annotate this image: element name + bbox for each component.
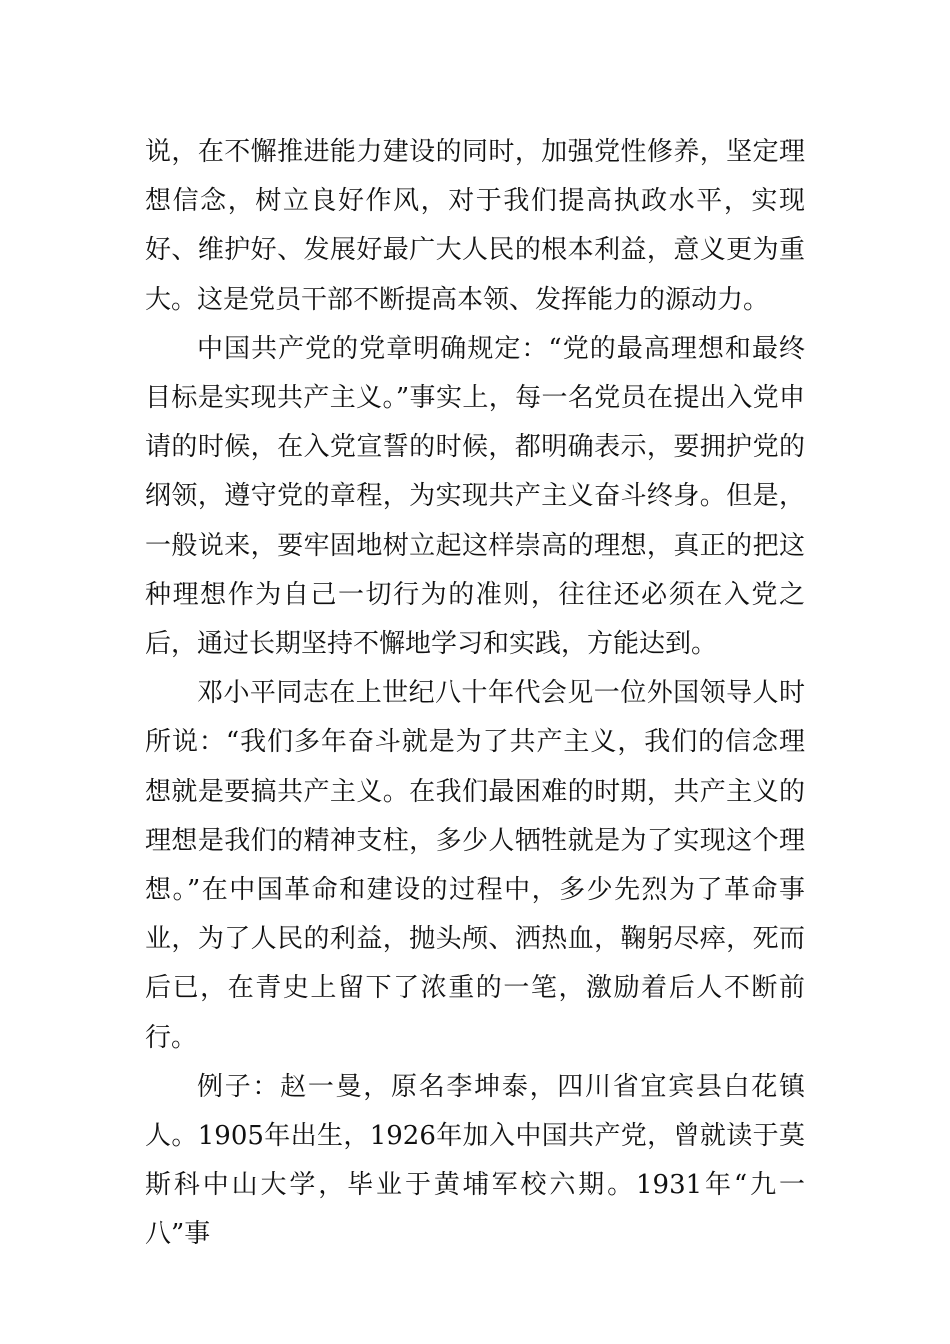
document-body xyxy=(145,128,805,1260)
paragraph-3: 邓小平同志在上世纪八十年代会见一位外国领导人时所说：“我们多年奋斗就是为了共产主义，我们的信念理想就是要搞共产主义。在我们最困难的时期，共产主义的理想是我们的精神支柱，多少人牺牲就是为了实现这个理想。”在中国革命和建设的过程中，多少先烈为了革命事业，为了人民的利益，抛头颅、洒热血，鞠躬尽瘁，死而后已，在青史上留下了浓重的一笔，激励着后人不断前行。 xyxy=(145,678,805,1053)
paragraph-2: 中国共产党的党章明确规定：“党的最高理想和最终目标是实现共产主义。”事实上，每一名党员在提出入党申请的时候，在入党宣誓的时候，都明确表示，要拥护党的纲领，遵守党的章程，为实现共产主义奋斗终身。但是，一般说来，要牢固地树立起这样崇高的理想，真正的把这种理想作为自己一切行为的准则，往往还必须在入党之后，通过长期坚持不懈地学习和实践，方能达到。 xyxy=(145,333,805,660)
paragraph-1: 说，在不懈推进能力建设的同时，加强党性修养，坚定理想信念，树立良好作风，对于我们提高执政水平，实现好、维护好、发展好最广大人民的根本利益，意义更为重大。这是党员干部不断提高本领、发挥能力的源动力。 xyxy=(145,137,805,315)
paragraph-4: 例子：赵一曼，原名李坤泰，四川省宜宾县白花镇人。1905年出生，1926年加入中国共产党，曾就读于莫斯科中山大学，毕业于黄埔军校六期。1931年“九一八”事 xyxy=(145,1071,805,1250)
